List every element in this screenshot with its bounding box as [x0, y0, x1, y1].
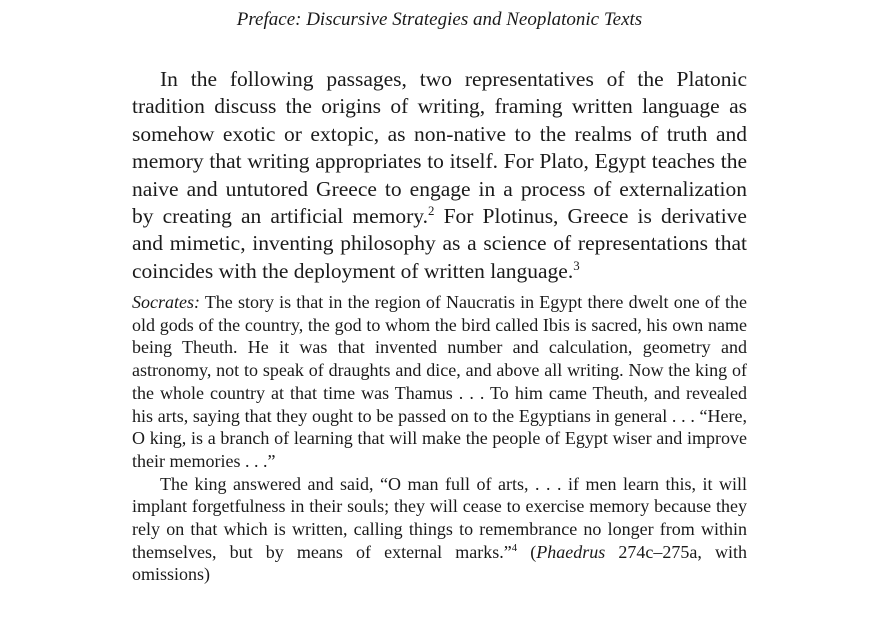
body-paragraph [132, 66, 747, 285]
footnote-ref-2: 2 [427, 203, 435, 218]
block-quote [132, 291, 747, 586]
quote-paragraph-1-text: The story is that in the region of Naucratis in Egypt there dwelt one of the old gods of the country, the god to whom the bird called Ibis is sacred, his own name being Theuth. He it was that invented number and calculation, geometry and astronomy, not to speak of draughts and dice, and above all writing. Now the king of the whole country at that time was Thamus . . . To him came Theuth, and revealed his arts, saying that they ought to be passed on to the Egyptians in general . . . “Here, O king, is a branch of learning that will make the people of Egypt wiser and improve their memories . . .” [132, 292, 747, 471]
footnote-ref-4: 4 [511, 541, 518, 554]
citation-open: ( [517, 541, 537, 562]
quote-paragraph-1 [132, 291, 747, 473]
quote-paragraph-2 [132, 473, 747, 587]
footnote-ref-3: 3 [573, 258, 580, 273]
citation-rest: 274c–275a, with omissions) [132, 541, 748, 585]
citation-title: Phaedrus [536, 541, 606, 562]
body-text-part1: In the following passages, two representatives of the Platonic tradition discuss the origins of writing, framing written language as somehow exotic or extopic, as non-native to the realms of truth and memory that writing appropriates to itself. For Plato, Egypt teaches the naive and untutored Greece to engage in a process of externalization by creating an artificial memory. [132, 67, 747, 229]
body-text-part2: For Plotinus, Greece is derivative and mimetic, inventing philosophy as a science of representations that coincides with the deployment of written language. [132, 204, 747, 283]
quote-speaker: Socrates: [132, 292, 200, 312]
quote-paragraph-2-text: The king answered and said, “O man full of arts, . . . if men learn this, it will implant forgetfulness in their souls; they will cease to exercise memory because they rely on that which is written, calling things to remembrance no longer from within themselves, but by means of external marks.” [132, 473, 747, 562]
running-head: Preface: Discursive Strategies and Neoplatonic Texts [236, 9, 643, 30]
